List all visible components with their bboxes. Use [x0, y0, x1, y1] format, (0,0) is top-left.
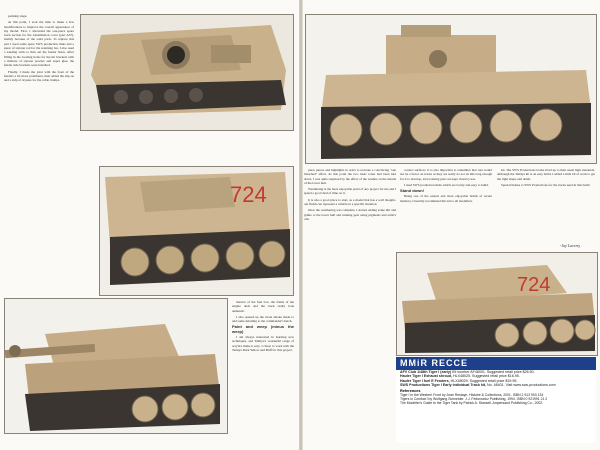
photo-bottom-left: [4, 298, 228, 434]
recce-line: SWS Productions Tiger I Early Individual Track kit, No. 48401. Visit www.sws-productions.com: [400, 383, 556, 388]
recce-title: MMiR RECCE: [396, 357, 596, 370]
recce-line: AFV Club 1/48th Tiger I (early) Kit number AF48001. Suggested retail price $26.50.: [400, 370, 535, 374]
reference-item: The Modeller's Guide to the Tiger Tank by Patrick A. Stansell. Ampersand Publishing Co., 2002.: [400, 401, 544, 406]
turret-number: 724: [230, 182, 267, 207]
photo-top-right: [305, 14, 597, 164]
paragraph: contact surfaces. It is also important to remember that rust would not be a factor on tracks as they are really do not sit idle long enough for it to develop, and working parts are kept clean by use.: [400, 168, 492, 181]
tank-rear-three-quarter-image: [397, 253, 597, 355]
paragraph: Weathering is the most enjoyable point of any project for me and I spend a good deal of time on it.: [304, 187, 396, 196]
tank-side-hull-image: [100, 167, 293, 295]
reference-item: Tigers in Combat I by Wolfgang Schneider. J.J. Fedorowicz Publishing, 1994. ISBN 0 921991 21 2: [400, 396, 548, 401]
tank-full-side-image: [306, 15, 596, 163]
paragraph: Being one of the easiest and most enjoyable builds of recent memory, I heartily recommend this kit to all modellers.: [400, 194, 492, 203]
recce-line: Hauler Tiger I Exhaust shroud, HLX48025. Suggested retail price $16.95.: [400, 374, 520, 379]
paragraph: I also opened up the turret smoke made to add some detailing to the commander's hatch.: [232, 314, 294, 324]
mmir-recce-box: [396, 357, 596, 443]
paragraph: Once the weathering was complete, I started adding some dirt and grime to the lower hull and running gear using pigments and artist's oils.: [304, 208, 396, 221]
paragraph: Special thanks to SWS Productions for the tracks used in this build.: [501, 182, 591, 187]
paragraph: Finally, I made the joint with the front of the fenders a bit more prominent, then added the slip-on and a strip of styrene for the cable clamps.: [4, 69, 74, 83]
tank-front-three-quarter-image: [5, 299, 227, 433]
paragraph: place pieces and highlights in order to recreate a convincing "sun bleached" effect. At this point the two basic tones had been laid down. I was quite surprised by the effect of the washes on the details of the lower hull.: [304, 168, 396, 185]
section-heading: Paint and weep (minus the weep): [232, 324, 294, 334]
photo-top-left: [80, 14, 294, 131]
turret-number: 724: [517, 274, 551, 296]
photo-mid-left: [99, 166, 294, 296]
paragraph: kit. The SWS Productions tracks lived up to their usual high standards. Although the Tamiya kit is an easy build, I added a little bit of work to get the right shape and detail.: [497, 168, 595, 181]
left-text-column: [4, 14, 74, 306]
paragraph: I am always interested in learning new techniques, and Tamiya's wonderful range of acrylics make it easy. I chose to work with the Tamiya Dark Yellow and Buff for this project.: [232, 335, 294, 352]
right-page-text-column-1: [304, 168, 396, 440]
recce-line: Hauler Tiger I fuel E Fenders, HLX48029. Suggested retail price $19.95.: [400, 378, 518, 383]
section-heading: Stand down!: [400, 188, 424, 194]
left-page-lower-text-column: [232, 300, 294, 440]
author-credit: -Jay Laverty: [560, 243, 581, 248]
paragraph: I used SWS production links which are lovely and easy to build.: [404, 182, 489, 187]
reference-item: Tiger I in the Western Front by Jean Restayn. Histoire & Collections, 2001. ISBN 2 913 903 134: [400, 392, 544, 397]
paragraph: painting stage.: [8, 14, 28, 18]
paragraph: At this point, I took the time to make a few modifications to improve the overall appearance of my model. First, I discarded the one-piece spare track section for the transmission cover (part A37), mainly because of the solid parts. To replace this part I used some spare SWS production links and a piece of styrene rod for the retaining bar. I also used a sanding stick to thin out the fender holes. After filling in the locating holes for the kit brackets with a mixture of styrene powder and super glue, the fender side brackets were installed.: [4, 20, 74, 68]
page-spine: [299, 0, 303, 450]
right-page-text-column-3: [497, 168, 595, 238]
paragraph: It is also a good place to start, as a model that has a well thought-out finish can represent a vehicle in a specific situation.: [304, 197, 396, 207]
right-page-text-column-2: [400, 168, 492, 252]
references-heading: References: [400, 388, 421, 393]
paragraph: interior of the fuel box, the frame of the engine deck and the track really look authentic.: [232, 300, 294, 313]
photo-mid-right: [396, 252, 598, 356]
tank-fender-closeup-image: [81, 15, 293, 130]
